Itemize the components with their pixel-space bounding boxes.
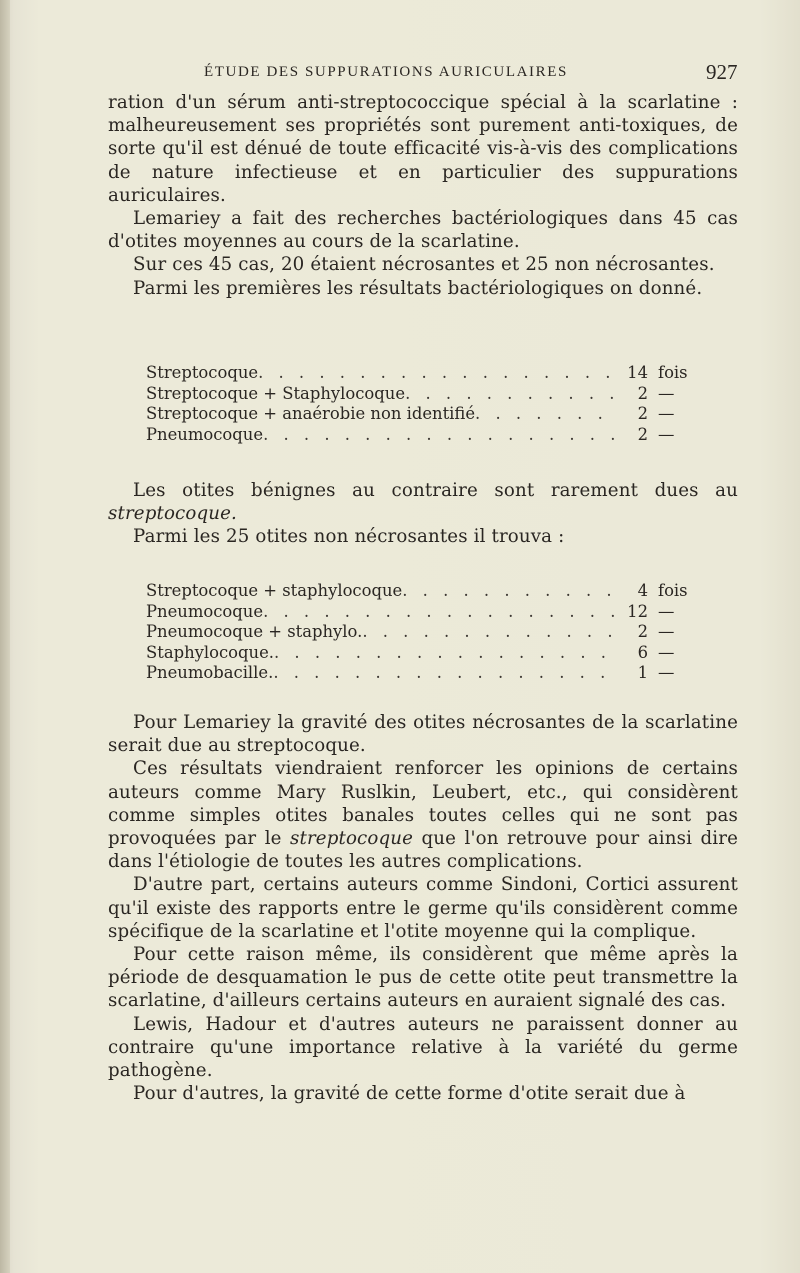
germ-name: Pneumocoque <box>146 601 264 621</box>
bacteriology-table-non-necrotic <box>146 581 706 684</box>
case-count: 2 <box>637 383 648 403</box>
paragraph: Lewis, Hadour et d'autres auteurs ne paraissent donner au contraire qu'une importance relative à la variété du germe pathogène. <box>108 1013 738 1082</box>
table-row <box>146 363 706 384</box>
count-unit: fois <box>658 581 688 600</box>
case-count: 12 <box>627 601 648 621</box>
germ-name: Streptocoque + Staphylocoque <box>146 383 406 403</box>
table-row <box>146 384 706 405</box>
count-unit: — <box>658 383 675 403</box>
table-row <box>146 404 706 425</box>
running-title: ÉTUDE DES SUPPURATIONS AURICULAIRES <box>204 64 568 80</box>
paragraph: Pour d'autres, la gravité de cette forme d'otite serait due à <box>133 1083 686 1105</box>
paragraph: Pour cette raison même, ils considèrent que même après la période de desquamation le pus de cette otite peut transmettre la scarlatine, d'ailleurs certains auteurs en auraient signalé des cas. <box>108 944 738 1012</box>
case-count: 6 <box>637 642 648 662</box>
table-row <box>146 643 706 664</box>
leader-dots <box>475 404 616 425</box>
paragraph: Parmi les 25 otites non nécrosantes il trouva : <box>133 526 565 548</box>
table-row <box>146 663 706 684</box>
paragraph-text: que l'on retrouve pour ainsi dire dans l'étiologie de toutes les autres complications. <box>108 828 738 873</box>
leader-dots <box>274 643 616 664</box>
leader-dots <box>362 622 616 643</box>
table-row <box>146 602 706 623</box>
count-unit: fois <box>658 363 688 382</box>
leader-dots <box>263 425 616 446</box>
case-count: 2 <box>637 622 648 641</box>
germ-name: Streptocoque <box>146 363 259 382</box>
paragraph-text: Les otites bénignes au contraire sont rarement dues au <box>133 480 738 501</box>
page-header <box>0 62 800 88</box>
count-unit: — <box>658 622 675 641</box>
italic-term: streptocoque. <box>108 503 237 525</box>
count-unit: — <box>658 404 675 423</box>
paragraph <box>108 479 738 525</box>
case-count: 2 <box>637 404 648 423</box>
leader-dots <box>405 384 616 405</box>
case-count: 4 <box>637 581 648 600</box>
germ-name: Streptocoque + anaérobie non identifié <box>146 404 476 423</box>
bacteriology-table-necrotic <box>146 363 706 445</box>
page-number: 927 <box>706 60 738 84</box>
count-unit: — <box>658 663 675 682</box>
paragraph: Pour Lemariey la gravité des otites nécrosantes de la scarlatine serait due au streptocoque. <box>108 712 738 757</box>
italic-term: streptocoque <box>290 828 414 850</box>
germ-name: Pneumocoque + staphylo. <box>146 622 363 641</box>
table-row <box>146 622 706 643</box>
paragraph-text: Ces résultats viendraient renforcer les opinions de certains auteurs comme Mary Ruslkin, Leubert, etc., qui considèrent comme simples otites banales toutes celles qui ne sont pas provoquées par le <box>108 758 738 850</box>
case-count: 2 <box>637 424 648 444</box>
leader-dots <box>263 602 616 623</box>
paragraph: Lemariey a fait des recherches bactériologiques dans 45 cas d'otites moyennes au cours de la scarlatine. <box>108 208 738 253</box>
table-row <box>146 581 706 602</box>
count-unit: — <box>658 601 675 621</box>
case-count: 14 <box>627 363 648 382</box>
paragraph: Sur ces 45 cas, 20 étaient nécrosantes et 25 non nécrosantes. <box>133 254 715 276</box>
table-row <box>146 425 706 446</box>
case-count: 1 <box>637 663 648 682</box>
text-block-3 <box>108 711 738 1105</box>
text-block-2 <box>108 479 738 549</box>
germ-name: Pneumobacille. <box>146 663 274 682</box>
count-unit: — <box>658 424 675 444</box>
leader-dots <box>402 581 616 602</box>
germ-name: Streptocoque + staphylocoque <box>146 581 403 600</box>
leader-dots <box>273 663 616 684</box>
paragraph: Parmi les premières les résultats bactériologiques on donné. <box>133 277 703 299</box>
page-binding-edge <box>0 0 10 1273</box>
leader-dots <box>258 363 616 384</box>
count-unit: — <box>658 642 675 662</box>
paragraph <box>108 757 738 873</box>
text-block-1 <box>108 91 738 300</box>
paragraph: D'autre part, certains auteurs comme Sindoni, Cortici assurent qu'il existe des rapports entre le germe qu'ils considèrent comme spécifique de la scarlatine et l'otite moyenne qui la complique. <box>108 874 738 942</box>
germ-name: Pneumocoque <box>146 424 264 444</box>
germ-name: Staphylocoque. <box>146 642 275 662</box>
paragraph: ration d'un sérum anti-streptococcique spécial à la scarlatine : malheureusement ses propriétés sont purement anti-toxiques, de sorte qu'il est dénué de toute efficacité vis-à-vis des complications de nature infectieuse et en particulier des suppurations auriculaires. <box>108 92 738 206</box>
